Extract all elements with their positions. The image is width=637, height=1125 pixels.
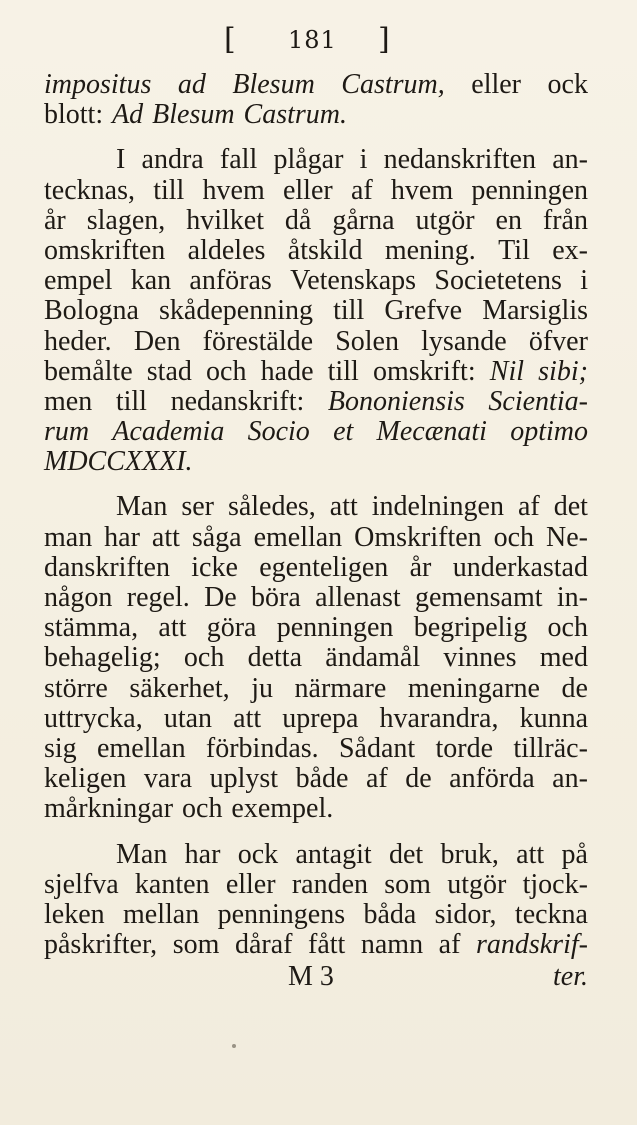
word: de bbox=[561, 672, 588, 704]
word: förestälde bbox=[202, 325, 314, 357]
word: ju bbox=[251, 672, 273, 704]
word: kan bbox=[130, 265, 172, 297]
word: impositus bbox=[44, 69, 152, 100]
word: med bbox=[539, 642, 588, 674]
word: förbindas. bbox=[205, 732, 319, 764]
word: af bbox=[517, 491, 540, 523]
word: fall bbox=[219, 144, 258, 176]
word: år bbox=[44, 204, 66, 236]
text-line bbox=[44, 327, 588, 357]
word: emellan bbox=[253, 521, 343, 553]
paper-speck bbox=[232, 1044, 236, 1048]
word: hvem bbox=[202, 174, 265, 206]
word: emellan bbox=[96, 732, 186, 764]
text-line bbox=[44, 583, 588, 613]
word: stad bbox=[146, 355, 192, 387]
text-line bbox=[44, 266, 588, 296]
word: MDCCXXXI. bbox=[44, 446, 193, 478]
word: begripelig bbox=[413, 612, 528, 644]
text-line bbox=[44, 764, 588, 794]
text-line bbox=[44, 357, 588, 387]
word: ändamål bbox=[325, 642, 421, 674]
word: bemålte bbox=[44, 355, 133, 387]
header-bracket-right: ] bbox=[378, 22, 390, 57]
text-line bbox=[44, 447, 588, 477]
word: heder. bbox=[44, 325, 112, 357]
word: men bbox=[44, 385, 93, 417]
word: och bbox=[206, 355, 247, 387]
word: behagelig; bbox=[44, 642, 161, 674]
word: närmare bbox=[294, 672, 387, 704]
word: ock bbox=[237, 838, 279, 870]
word: slagen, bbox=[86, 204, 166, 236]
word: de bbox=[405, 763, 432, 795]
word: till bbox=[153, 174, 185, 206]
word: rum bbox=[44, 416, 90, 448]
word: utgör bbox=[415, 204, 475, 236]
word: randen bbox=[291, 868, 369, 900]
text-line bbox=[44, 930, 588, 960]
text-line bbox=[44, 176, 588, 206]
word: det bbox=[388, 838, 424, 870]
word: mellan bbox=[123, 898, 200, 930]
page-number: 181 bbox=[288, 26, 337, 54]
word: gårna bbox=[332, 204, 395, 236]
word: Socio bbox=[247, 416, 310, 448]
word: Marsiglis bbox=[482, 295, 588, 327]
word: detta bbox=[247, 642, 303, 674]
word: att bbox=[151, 521, 180, 553]
word: penningens bbox=[217, 898, 346, 930]
word: fått bbox=[308, 929, 346, 961]
text-line bbox=[44, 734, 588, 764]
word: I bbox=[116, 144, 126, 176]
word: Solen bbox=[335, 325, 399, 357]
word: andra bbox=[141, 144, 204, 176]
word: blott: bbox=[44, 99, 104, 131]
word: tjock- bbox=[522, 868, 588, 900]
word: till bbox=[115, 385, 147, 417]
word: Mecænati bbox=[376, 416, 487, 448]
word: anföras bbox=[189, 265, 272, 297]
word: som bbox=[172, 929, 220, 961]
text-line bbox=[44, 643, 588, 673]
word: Castrum, bbox=[341, 69, 445, 100]
word: och bbox=[183, 642, 225, 674]
word: Man bbox=[116, 838, 168, 870]
word: att bbox=[516, 838, 545, 870]
word: påskrifter, bbox=[44, 929, 158, 961]
word: optimo bbox=[510, 416, 588, 448]
word: nedanskrift: bbox=[170, 385, 305, 417]
word: penningen bbox=[471, 174, 588, 206]
word: i bbox=[359, 144, 368, 176]
word: att bbox=[158, 612, 187, 644]
paragraph-gap bbox=[44, 825, 588, 840]
word: indelningen bbox=[371, 491, 504, 523]
word: ock bbox=[547, 69, 588, 100]
word: någon bbox=[44, 582, 113, 613]
text-line bbox=[44, 296, 588, 326]
word: mårkningar bbox=[44, 793, 174, 825]
text-line bbox=[44, 387, 588, 417]
running-header bbox=[0, 22, 637, 56]
word: dåraf bbox=[234, 929, 293, 961]
text-line bbox=[44, 794, 588, 824]
word: utan bbox=[163, 702, 213, 734]
word: Til bbox=[498, 234, 530, 266]
word: att bbox=[233, 702, 262, 734]
word: ser bbox=[181, 491, 214, 523]
word: båda bbox=[363, 898, 417, 930]
word: tecknas, bbox=[44, 174, 135, 206]
word: danskriften bbox=[44, 551, 170, 583]
word: Sådant bbox=[338, 732, 416, 764]
paragraph-gap bbox=[44, 477, 588, 492]
word: eller bbox=[225, 868, 276, 900]
word: tillräc- bbox=[513, 732, 588, 764]
word: böra bbox=[251, 582, 301, 613]
word: teckna bbox=[514, 898, 588, 930]
word: sig bbox=[44, 732, 77, 764]
catchword: ter. bbox=[553, 961, 588, 993]
word: nedanskriften bbox=[383, 144, 536, 176]
word: aldeles bbox=[187, 234, 266, 266]
word: hvarandra, bbox=[379, 702, 499, 734]
text-line bbox=[44, 900, 588, 930]
word: från bbox=[542, 204, 588, 236]
word: uprepa bbox=[282, 702, 359, 734]
word: ex- bbox=[552, 234, 588, 266]
word: Ne- bbox=[546, 521, 588, 553]
word: och bbox=[493, 521, 535, 553]
word: säkerhet, bbox=[129, 672, 230, 704]
word: uplyst bbox=[209, 763, 279, 795]
word: eller bbox=[282, 174, 333, 206]
word: keligen bbox=[44, 763, 127, 795]
word: underkastad bbox=[452, 551, 588, 583]
page-footer bbox=[44, 962, 588, 992]
word: bruk, bbox=[440, 838, 499, 870]
word: då bbox=[284, 204, 312, 236]
header-bracket-left: [ bbox=[224, 22, 236, 57]
word: skådepenning bbox=[159, 295, 313, 327]
text-line bbox=[44, 206, 588, 236]
word: sjelfva bbox=[44, 868, 119, 900]
word: Societetens bbox=[434, 265, 562, 297]
word: lysande bbox=[421, 325, 507, 357]
word: mening. bbox=[384, 234, 476, 266]
word: Academia bbox=[112, 416, 225, 448]
word: både bbox=[295, 763, 349, 795]
word: in- bbox=[556, 582, 588, 613]
word: Man bbox=[116, 491, 168, 523]
text-line bbox=[44, 145, 588, 175]
word: namn bbox=[360, 929, 424, 961]
word: kanten bbox=[134, 868, 210, 900]
word: och bbox=[547, 612, 588, 644]
word: egenteligen bbox=[259, 551, 389, 583]
word: Scientia- bbox=[488, 385, 588, 417]
word: åtskild bbox=[287, 234, 363, 266]
word: sidor, bbox=[434, 898, 497, 930]
word: öfver bbox=[528, 325, 588, 357]
word: penningen bbox=[276, 612, 394, 644]
word: och bbox=[182, 793, 223, 825]
word: således, bbox=[227, 491, 316, 523]
word: an- bbox=[552, 763, 588, 795]
word: till bbox=[327, 355, 359, 387]
text-line bbox=[44, 492, 588, 522]
word: att bbox=[329, 491, 358, 523]
word: omskrift: bbox=[372, 355, 476, 387]
word: gemensamt bbox=[415, 582, 543, 613]
word: omskriften bbox=[44, 234, 166, 266]
word: kunna bbox=[519, 702, 588, 734]
word: större bbox=[44, 672, 108, 704]
word: Bononiensis bbox=[327, 385, 465, 417]
word: år bbox=[409, 551, 432, 583]
signature-mark: M 3 bbox=[288, 961, 334, 993]
word: som bbox=[384, 868, 431, 900]
word: eller bbox=[471, 69, 522, 100]
word: hvem bbox=[390, 174, 454, 206]
text-line bbox=[44, 613, 588, 643]
word: Omskriften bbox=[354, 521, 482, 553]
body-text bbox=[44, 70, 588, 992]
word: Bologna bbox=[44, 295, 139, 327]
word: hade bbox=[260, 355, 314, 387]
word: utgör bbox=[447, 868, 507, 900]
word: Grefve bbox=[384, 295, 463, 327]
text-line bbox=[44, 704, 588, 734]
word: Vetenskaps bbox=[290, 265, 417, 297]
word: leken bbox=[44, 898, 105, 930]
text-line bbox=[44, 417, 588, 447]
text-line bbox=[44, 674, 588, 704]
word: Blesum bbox=[232, 69, 315, 100]
word: randskrif- bbox=[475, 929, 588, 961]
paragraph-gap bbox=[44, 130, 588, 145]
word: empel bbox=[44, 265, 113, 297]
word: till bbox=[333, 295, 365, 327]
word: stämma, bbox=[44, 612, 139, 644]
word: vinnes bbox=[443, 642, 517, 674]
word: ad bbox=[177, 69, 206, 100]
word: et bbox=[333, 416, 354, 448]
text-line bbox=[44, 70, 588, 100]
word: Nil bbox=[489, 355, 524, 387]
text-line bbox=[44, 553, 588, 583]
word: allenast bbox=[315, 582, 401, 613]
text-line bbox=[44, 523, 588, 553]
word: har bbox=[104, 521, 140, 553]
word: hvilket bbox=[186, 204, 264, 236]
word: torde bbox=[435, 732, 494, 764]
word: plågar bbox=[273, 144, 344, 176]
word: anförda bbox=[449, 763, 535, 795]
text-line bbox=[44, 236, 588, 266]
word: icke bbox=[191, 551, 238, 583]
word: af bbox=[365, 763, 388, 795]
word: meningarne bbox=[407, 672, 540, 704]
word: på bbox=[561, 838, 588, 870]
word: Castrum. bbox=[243, 99, 347, 131]
word: exempel. bbox=[231, 793, 334, 825]
word: sibi; bbox=[538, 355, 588, 387]
word: af bbox=[350, 174, 373, 206]
word: såga bbox=[191, 521, 242, 553]
word: uttrycka, bbox=[44, 702, 143, 734]
text-line bbox=[44, 840, 588, 870]
word: i bbox=[580, 265, 588, 297]
word: Blesum bbox=[152, 99, 235, 131]
word: an- bbox=[552, 144, 588, 176]
text-line bbox=[44, 100, 588, 130]
word: man bbox=[44, 521, 93, 553]
word: har bbox=[184, 838, 221, 870]
word: göra bbox=[206, 612, 257, 644]
word: af bbox=[438, 929, 461, 961]
word: en bbox=[495, 204, 522, 236]
word: Den bbox=[133, 325, 181, 357]
word: antagit bbox=[295, 838, 372, 870]
word: De bbox=[204, 582, 237, 613]
text-line bbox=[44, 870, 588, 900]
word: Ad bbox=[112, 99, 144, 131]
word: vara bbox=[143, 763, 193, 795]
word: det bbox=[553, 491, 588, 523]
word: regel. bbox=[126, 582, 190, 613]
